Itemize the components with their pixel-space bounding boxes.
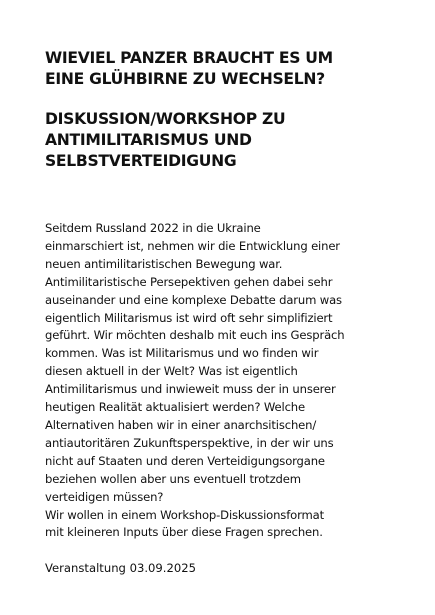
description-line: mit kleineren Inputs über diese Fragen sprechen. <box>45 525 323 540</box>
description-line: Alternativen haben wir in einer anarchsitischen/ <box>45 417 317 432</box>
description-line: Seitdem Russland 2022 in die Ukraine <box>45 221 261 235</box>
flyer-subtitle <box>45 109 395 172</box>
subtitle-line: DISKUSSION/WORKSHOP ZU <box>45 110 286 128</box>
description-line: kommen. Was ist Militarismus und wo finden wir <box>45 346 319 361</box>
description-line: beziehen wollen aber uns eventuell trotzdem <box>45 471 301 486</box>
title-line: WIEVIEL PANZER BRAUCHT ES UM <box>45 49 333 67</box>
description-line: antiautoritären Zukunftsperspektive, in der wir uns <box>45 435 334 450</box>
description-line: nicht auf Staaten und deren Verteidigungsorgane <box>45 453 325 468</box>
description-line: neuen antimilitaristischen Bewegung war. <box>45 256 283 271</box>
subtitle-line: ANTIMILITARISMUS UND <box>45 131 252 149</box>
description-line: Wir wollen in einem Workshop-Diskussionsformat <box>45 507 324 522</box>
description-text <box>45 220 395 542</box>
description-line: Antimilitarismus und inwieweit muss der in unserer <box>45 382 336 397</box>
description-line: Antimilitaristische Persepektiven gehen dabei sehr <box>45 274 333 289</box>
description-line: auseinander und eine komplexe Debatte darum was <box>45 292 342 307</box>
description-line: eigentlich Militarismus ist wird oft sehr simplifiziert <box>45 310 333 325</box>
description-line: heutigen Realität aktualisiert werden? Welche <box>45 400 305 415</box>
flyer-title <box>45 48 395 90</box>
description-line: diesen aktuell in der Welt? Was ist eigentlich <box>45 364 298 379</box>
event-date: Veranstaltung 03.09.2025 <box>45 561 196 576</box>
description-line: verteidigen müssen? <box>45 489 164 504</box>
subtitle-line: SELBSTVERTEIDIGUNG <box>45 152 237 170</box>
description-line: geführt. Wir möchten deshalb mit euch ins Gespräch <box>45 328 345 343</box>
title-line: EINE GLÜHBIRNE ZU WECHSELN? <box>45 70 325 88</box>
description-line: einmarschiert ist, nehmen wir die Entwicklung einer <box>45 238 340 253</box>
